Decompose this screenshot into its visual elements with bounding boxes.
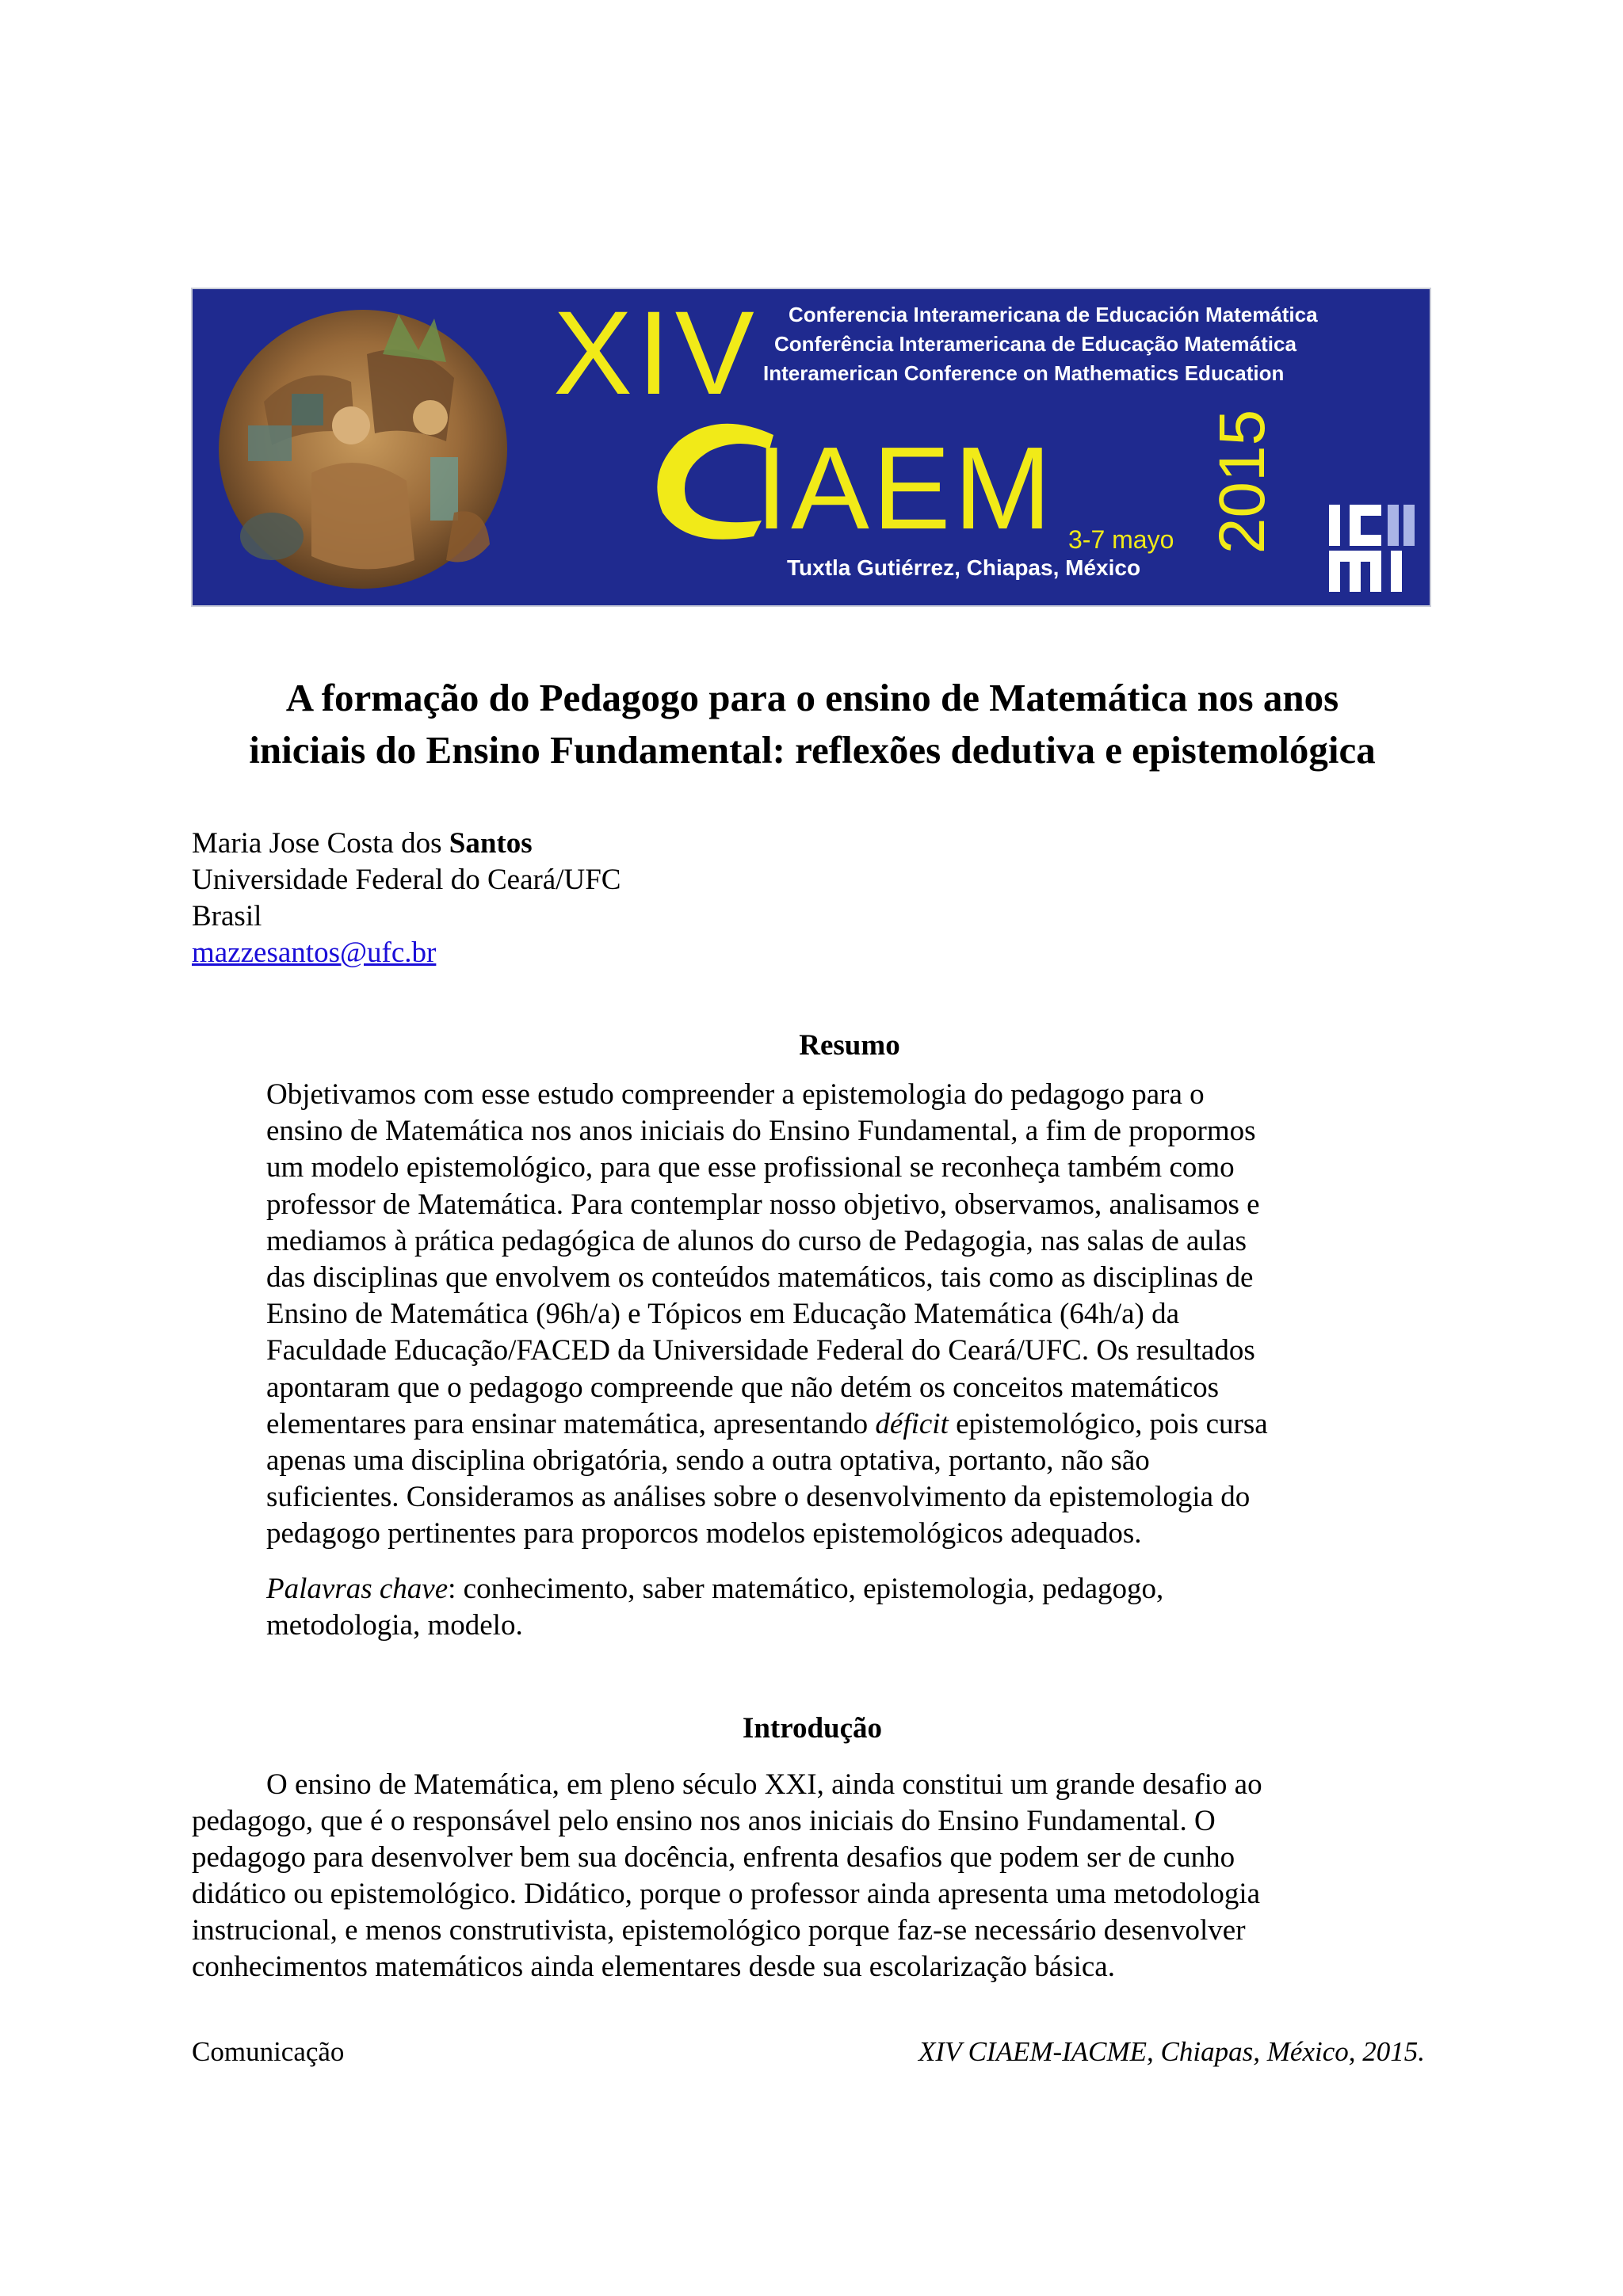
introduction-heading: Introdução (742, 1712, 883, 1745)
keywords-label: Palavras chave (266, 1573, 449, 1605)
abstract-line (266, 1406, 1439, 1443)
introduction-body (192, 1767, 1444, 1985)
banner-place: Tuxtla Gutiérrez, Chiapas, México (787, 555, 1141, 580)
abstract-text: epistemológico, pois cursa (948, 1407, 1268, 1440)
paper-title-line-2: iniciais do Ensino Fundamental: reflexões dedutiva e epistemológica (249, 728, 1376, 772)
author-country: Brasil (192, 900, 262, 933)
introduction-line: pedagogo, que é o responsável pelo ensino nos anos iniciais do Ensino Fundamental. O (192, 1805, 1216, 1837)
author-affiliation: Universidade Federal do Ceará/UFC (192, 864, 621, 896)
paper-title (158, 672, 1466, 776)
keywords-line-1 (266, 1571, 1439, 1608)
abstract-line: suficientes. Consideramos as análises sobre o desenvolvimento da epistemologia do (266, 1481, 1251, 1514)
keywords (266, 1571, 1439, 1644)
keywords-line-2: metodologia, modelo. (266, 1609, 523, 1642)
introduction-line: pedagogo para desenvolver bem sua docência, enfrenta desafios que podem ser de cunho (192, 1841, 1235, 1874)
abstract-line: apenas uma disciplina obrigatória, sendo a outra optativa, portanto, não são (266, 1444, 1150, 1478)
abstract-body (266, 1077, 1439, 1553)
author-block (192, 826, 621, 971)
abstract-line: Ensino de Matemática (96h/a) e Tópicos em Educação Matemática (64h/a) da (266, 1298, 1180, 1331)
author-name (192, 826, 621, 862)
abstract-line: ensino de Matemática nos anos iniciais do Ensino Fundamental, a fim de propormos (266, 1115, 1256, 1148)
conference-names (763, 300, 1318, 388)
banner-year (1206, 409, 1278, 555)
mayan-mural-image (216, 307, 510, 592)
introduction-line: didático ou epistemológico. Didático, porque o professor ainda apresenta uma metodologia (192, 1878, 1261, 1910)
abstract-line: mediamos à prática pedagógica de alunos do curso de Pedagogia, nas salas de aulas (266, 1224, 1247, 1257)
icmi-logo (1326, 502, 1419, 595)
banner-acronym: IAEM (755, 423, 1055, 554)
abstract-line: professor de Matemática. Para contemplar nosso objetivo, observamos, analisamos e (266, 1188, 1260, 1221)
author-surname: Santos (449, 827, 533, 860)
author-email-link[interactable]: mazzesantos@ufc.br (192, 936, 437, 969)
abstract-line: apontaram que o pedagogo compreende que não detém os conceitos matemáticos (266, 1371, 1220, 1404)
conference-name-en: Interamerican Conference on Mathematics Education (763, 361, 1285, 385)
paper-title-line-1: A formação do Pedagogo para o ensino de Matemática nos anos (285, 676, 1339, 719)
abstract-line: pedagogo pertinentes para proporcos modelos epistemológicos adequados. (266, 1517, 1142, 1550)
conference-name-pt: Conferência Interamericana de Educação Matemática (774, 332, 1296, 356)
abstract-italic-term: déficit (875, 1407, 949, 1440)
footer-citation: XIV CIAEM-IACME, Chiapas, México, 2015. (918, 2036, 1425, 2067)
introduction-line: instrucional, e menos construtivista, epistemológico porque faz-se necessário desenvolver (192, 1914, 1246, 1947)
introduction-line: O ensino de Matemática, em pleno século XXI, ainda constitui um grande desafio ao (266, 1768, 1262, 1801)
abstract-line: um modelo epistemológico, para que esse profissional se reconheça também como (266, 1151, 1235, 1184)
introduction-line: conhecimentos matemáticos ainda elementares desde sua escolarização básica. (192, 1951, 1115, 1983)
keywords-list: : conhecimento, saber matemático, epistemologia, pedagogo, (448, 1573, 1164, 1605)
abstract-heading: Resumo (799, 1029, 900, 1062)
abstract-line: Faculdade Educação/FACED da Universidade Federal do Ceará/UFC. Os resultados (266, 1334, 1255, 1367)
banner-roman-numeral: XIV (553, 288, 759, 419)
abstract-line: Objetivamos com esse estudo compreender a epistemologia do pedagogo para o (266, 1078, 1205, 1111)
footer-section-type: Comunicação (192, 2036, 345, 2067)
conference-name-es: Conferencia Interamericana de Educación Matemática (789, 303, 1318, 326)
banner-dates: 3-7 mayo (1068, 525, 1174, 554)
banner-year-text: 2015 (1206, 409, 1278, 555)
abstract-text: elementares para ensinar matemática, apresentando (266, 1407, 876, 1440)
abstract-line: das disciplinas que envolvem os conteúdos matemáticos, tais como as disciplinas de (266, 1261, 1254, 1295)
author-given-name: Maria Jose Costa dos (192, 827, 449, 860)
conference-banner (191, 288, 1431, 607)
